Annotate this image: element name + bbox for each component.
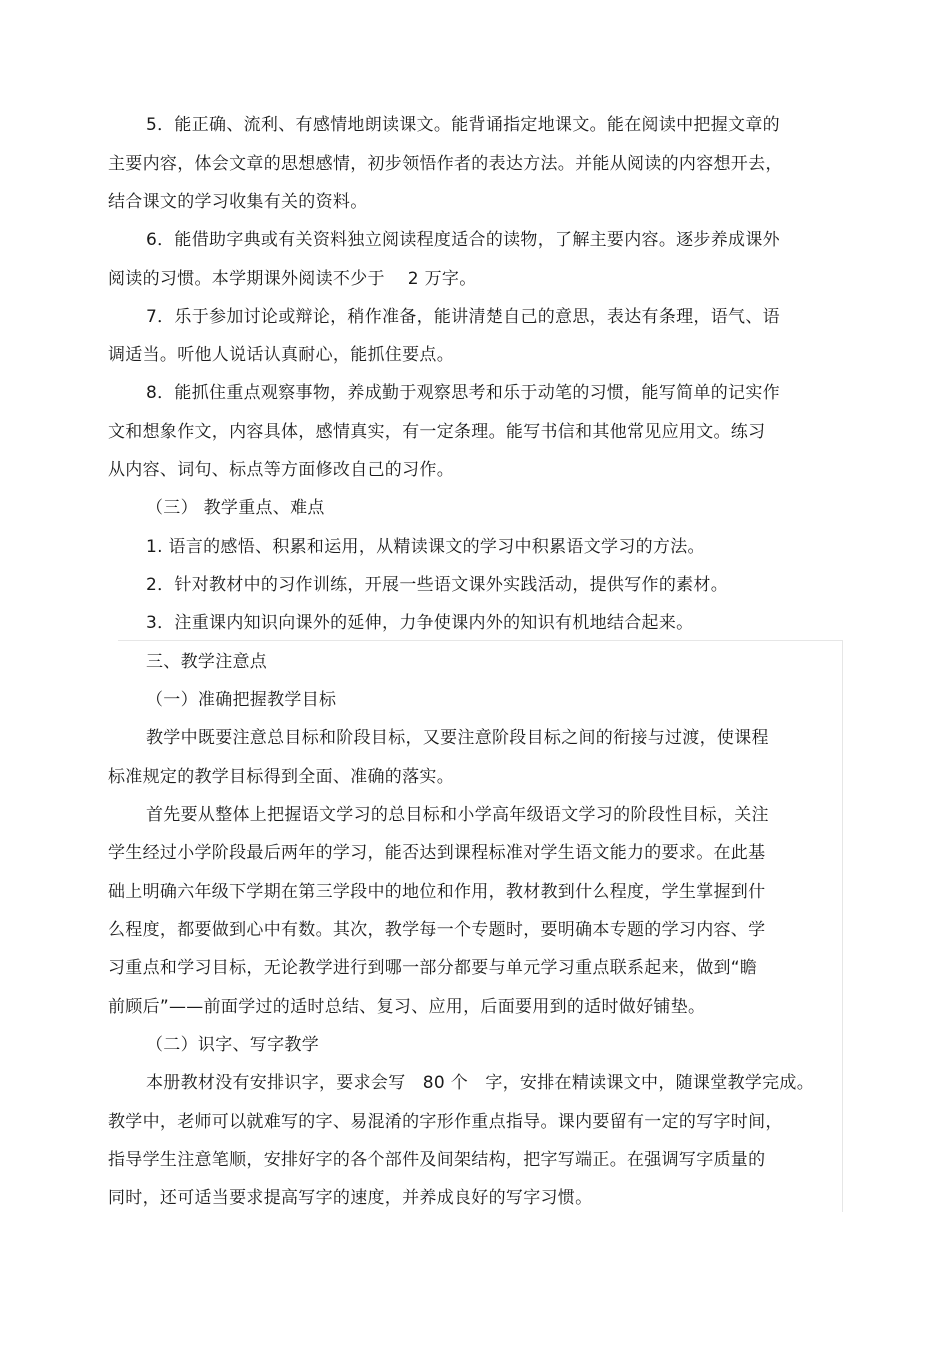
paragraph-line: 1. 语言的感悟、积累和运用，从精读课文的学习中积累语文学习的方法。: [146, 537, 705, 557]
paragraph-line: 8．能抓住重点观察事物，养成勤于观察思考和乐于动笔的习惯，能写简单的记实作: [146, 383, 780, 403]
section-heading: （一）准确把握教学目标: [146, 690, 337, 710]
paragraph-line: 7．乐于参加讨论或辩论，稍作准备，能讲清楚自己的意思，表达有条理，语气、语: [146, 307, 780, 327]
paragraph-line: 调适当。听他人说话认真耐心，能抓住要点。: [108, 345, 454, 365]
frame-right-rule: [842, 640, 843, 1212]
paragraph-line: 5．能正确、流利、有感情地朗读课文。能背诵指定地课文。能在阅读中把握文章的: [146, 115, 780, 135]
section-heading: 三、教学注意点: [146, 652, 268, 672]
section-heading: （三） 教学重点、难点: [146, 498, 325, 518]
paragraph-line: 阅读的习惯。本学期课外阅读不少于 2 万字。: [108, 269, 477, 289]
paragraph-line: 指导学生注意笔顺，安排好字的各个部件及间架结构，把字写端正。在强调写字质量的: [108, 1150, 766, 1170]
paragraph-line: 文和想象作文，内容具体，感情真实，有一定条理。能写书信和其他常见应用文。练习: [108, 422, 766, 442]
paragraph-line: 主要内容，体会文章的思想感情，初步领悟作者的表达方法。并能从阅读的内容想开去，: [108, 154, 783, 174]
paragraph-line: 标准规定的教学目标得到全面、准确的落实。: [108, 767, 454, 787]
paragraph-line: 习重点和学习目标，无论教学进行到哪一部分都要与单元学习重点联系起来，做到“瞻: [108, 958, 758, 978]
paragraph-line: 3．注重课内知识向课外的延伸，力争使课内外的知识有机地结合起来。: [146, 613, 694, 633]
section-heading: （二）识字、写字教学: [146, 1035, 319, 1055]
paragraph-line: 教学中，老师可以就难写的字、易混淆的字形作重点指导。课内要留有一定的写字时间，: [108, 1112, 783, 1132]
paragraph-line: 同时，还可适当要求提高写字的速度，并养成良好的写字习惯。: [108, 1188, 593, 1208]
paragraph-line: 础上明确六年级下学期在第三学段中的地位和作用，教材教到什么程度，学生掌握到什: [108, 882, 766, 902]
paragraph-line: 从内容、词句、标点等方面修改自己的习作。: [108, 460, 454, 480]
paragraph-line: 首先要从整体上把握语文学习的总目标和小学高年级语文学习的阶段性目标，关注: [146, 805, 769, 825]
paragraph-line: 2．针对教材中的习作训练，开展一些语文课外实践活动，提供写作的素材。: [146, 575, 729, 595]
paragraph-line: 结合课文的学习收集有关的资料。: [108, 192, 368, 212]
paragraph-line: 学生经过小学阶段最后两年的学习，能否达到课程标准对学生语文能力的要求。在此基: [108, 843, 766, 863]
paragraph-line: 本册教材没有安排识字，要求会写 80 个 字，安排在精读课文中，随课堂教学完成。: [146, 1073, 815, 1093]
paragraph-line: 6．能借助字典或有关资料独立阅读程度适合的读物，了解主要内容。逐步养成课外: [146, 230, 780, 250]
paragraph-line: 教学中既要注意总目标和阶段目标，又要注意阶段目标之间的衔接与过渡，使课程: [146, 728, 769, 748]
paragraph-line: 前顾后”——前面学过的适时总结、复习、应用，后面要用到的适时做好铺垫。: [108, 997, 706, 1017]
paragraph-line: 么程度，都要做到心中有数。其次，教学每一个专题时，要明确本专题的学习内容、学: [108, 920, 766, 940]
frame-top-rule: [118, 640, 842, 641]
